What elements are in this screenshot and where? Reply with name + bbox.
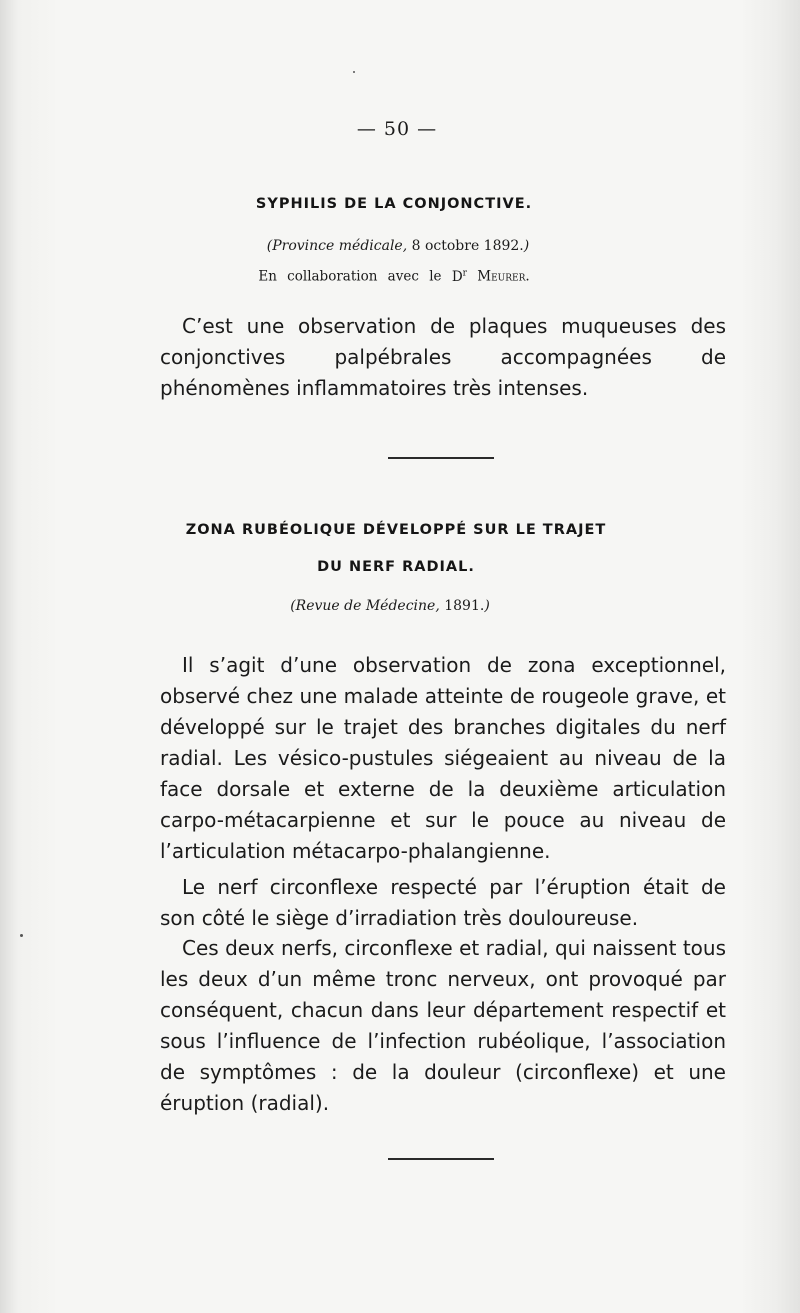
section-2-paragraph: Ces deux nerfs, circonflexe et radial, qui naissent tous les deux d’un même tronc nerveux, ont provoqué par conséquent, chacun dans leur département respectif et sous l’influence de l’infection rubéolique, l’association de symptômes : de la douleur (circonflexe) et une éruption (radial).: [160, 936, 726, 1115]
section-2-title-line-2: DU NERF RADIAL.: [317, 559, 475, 575]
section-2-source: (Revue de Médecine, 1891.): [290, 598, 490, 614]
collab-name: Meurer.: [477, 268, 530, 285]
section-2-source-journal: Revue de Médecine,: [295, 598, 440, 614]
section-1-source-journal: Province médicale,: [272, 238, 408, 254]
collab-prefix: En collaboration avec le: [258, 268, 442, 285]
section-divider: [388, 457, 494, 459]
section-2-paragraph: Le nerf circonflexe respecté par l’éruption était de son côté le siège d’irradiation très douloureuse.: [160, 875, 726, 930]
paper-speck: [353, 71, 355, 73]
section-1-title: SYPHILIS DE LA CONJONCTIVE.: [255, 196, 533, 212]
section-1-collaboration: [0, 268, 794, 285]
page-number: — 50 —: [356, 118, 438, 140]
collab-title: $D^r$: [451, 268, 467, 285]
end-divider: [388, 1158, 494, 1160]
section-2-title-line-1: ZONA RUBÉOLIQUE DÉVELOPPÉ SUR LE TRAJET: [185, 522, 607, 538]
section-2-paragraph: Il s’agit d’une observation de zona exceptionnel, observé chez une malade atteinte de rougeole grave, et développé sur le trajet des branches digitales du nerf radial. Les vésico-pustules siégeaient au niveau de la face dorsale et externe de la deuxième articulation carpo-métacarpienne et sur le pouce au niveau de l’articulation métacarpo-phalangienne.: [160, 653, 726, 863]
paper-speck: [20, 934, 23, 937]
section-2-source-date: 1891.: [444, 598, 485, 614]
section-1-source: (Province médicale, 8 octobre 1892.): [266, 238, 530, 254]
section-1-body: C’est une observation de plaques muqueuses des conjonctives palpébrales accompagnées de phénomènes inflammatoires très intenses.: [160, 314, 726, 400]
section-1-source-date: 8 octobre 1892.: [411, 238, 524, 254]
